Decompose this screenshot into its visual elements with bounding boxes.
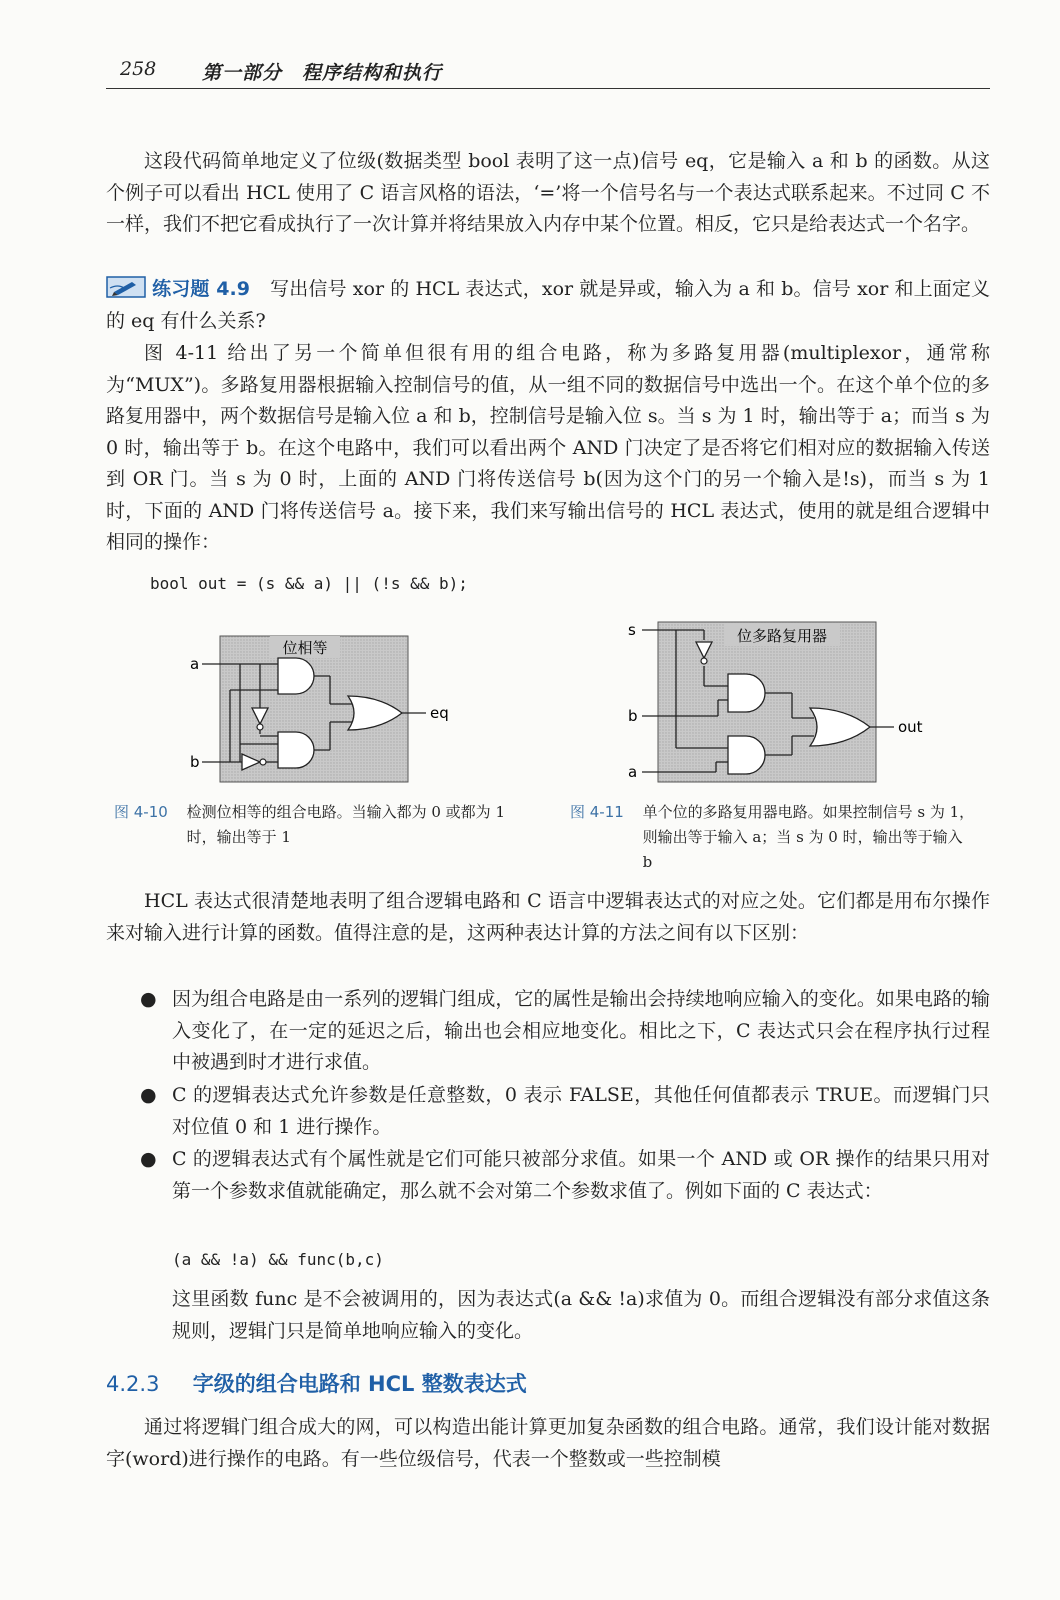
- exercise-label: 练习题 4.9: [152, 278, 250, 300]
- bullet-dot: ●: [140, 1084, 157, 1106]
- figure-4-10-diagram: [180, 624, 480, 794]
- fig11-output-out: out: [898, 718, 923, 736]
- paragraph-3: HCL 表达式很清楚地表明了组合逻辑电路和 C 语言中逻辑表达式的对应之处。它们都是用布尔操作来对输入进行计算的函数。值得注意的是，这两种表达计算的方法之间有以下区别：: [106, 890, 990, 944]
- page-header: [106, 56, 990, 89]
- paragraph-5: 通过将逻辑门组合成大的网，可以构造出能计算更加复杂函数的组合电路。通常，我们设计能对数据字(word)进行操作的电路。有一些位级信号，代表一个整数或一些控制模: [106, 1416, 990, 1470]
- fig11-box-title: 位多路复用器: [736, 627, 828, 645]
- bullet-item-3: [140, 1144, 990, 1207]
- figure-4-11-caption: [570, 800, 990, 875]
- figure-4-10-number: 图 4-10: [114, 803, 168, 821]
- section-heading: [106, 1368, 527, 1398]
- code-out: bool out = (s && a) || (!s && b);: [150, 574, 468, 593]
- section-title: 字级的组合电路和 HCL 整数表达式: [192, 1372, 527, 1396]
- page-number: 258: [120, 58, 157, 80]
- section-number: 4.2.3: [106, 1372, 160, 1396]
- bullet-text-2: C 的逻辑表达式允许参数是任意整数，0 表示 FALSE，其他任何值都表示 TRUE。而逻辑门只对位值 0 和 1 进行操作。: [172, 1084, 990, 1138]
- code-func: (a && !a) && func(b,c): [172, 1250, 384, 1269]
- paragraph-2: 图 4-11 给出了另一个简单但很有用的组合电路，称为多路复用器(multiplexor，通常称为“MUX”)。多路复用器根据输入控制信号的值，从一组不同的数据信号中选出一个。在这个单个位的多路复用器中，两个数据信号是输入位 a 和 b，控制信号是输入位 s。当 s 为 1 时，输出等于 a；而当 s 为 0 时，输出等于 b。在这个电路中，我们可以看出两个 AND 门决定了是否将它们相对应的数据输入传送到 OR 门。当 s 为 0 时，上面的 AND 门将传送信号 b(因为这个门的另一个输入是!s)，而当 s 为 1 时，下面的 AND 门将传送信号 a。接下来，我们来写输出信号的 HCL 表达式，使用的就是组合逻辑中相同的操作：: [106, 342, 990, 553]
- exercise-text: 写出信号 xor 的 HCL 表达式，xor 就是异或，输入为 a 和 b。信号 xor 和上面定义的 eq 有什么关系?: [106, 278, 990, 332]
- bullet-item-1: [140, 984, 990, 1079]
- fig11-input-a: a: [628, 763, 638, 781]
- figure-4-10-caption-text: 检测位相等的组合电路。当输入都为 0 或都为 1 时，输出等于 1: [186, 803, 505, 846]
- bullet-text-1: 因为组合电路是由一系列的逻辑门组成，它的属性是输出会持续地响应输入的变化。如果电路的输入变化了，在一定的延迟之后，输出也会相应地变化。相比之下，C 表达式只会在程序执行过程中被遇到时才进行求值。: [172, 988, 990, 1073]
- figure-4-10-caption: [114, 800, 534, 850]
- fig10-input-a: a: [190, 655, 200, 673]
- fig10-output-eq: eq: [430, 704, 449, 722]
- fig10-input-b: b: [190, 753, 200, 771]
- figure-4-11-caption-text: 单个位的多路复用器电路。如果控制信号 s 为 1，则输出等于输入 a；当 s 为 0 时，输出等于输入 b: [642, 803, 975, 871]
- paragraph-4: 这里函数 func 是不会被调用的，因为表达式(a && !a)求值为 0。而组合逻辑没有部分求值这条规则，逻辑门只是简单地响应输入的变化。: [172, 1288, 990, 1342]
- bullet-dot: ●: [140, 988, 157, 1010]
- bullet-dot: ●: [140, 1148, 157, 1170]
- chapter-title: 第一部分 程序结构和执行: [202, 62, 443, 84]
- fig11-input-s: s: [628, 621, 636, 639]
- exercise-block: [106, 274, 990, 337]
- bullet-text-3: C 的逻辑表达式有个属性就是它们可能只被部分求值。如果一个 AND 或 OR 操作的结果只用对第一个参数求值就能确定，那么就不会对第二个参数求值了。例如下面的 C 表达式：: [172, 1148, 990, 1202]
- paragraph-1: 这段代码简单地定义了位级(数据类型 bool 表明了这一点)信号 eq，它是输入 a 和 b 的函数。从这个例子可以看出 HCL 使用了 C 语言风格的语法，‘=’将一个信号名与一个表达式联系起来。不过同 C 不一样，我们不把它看成执行了一次计算并将结果放入内存中某个位置。相反，它只是给表达式一个名字。: [106, 150, 990, 235]
- figure-4-11-diagram: [620, 612, 950, 792]
- bullet-item-2: [140, 1080, 990, 1143]
- fig11-input-b: b: [628, 707, 638, 725]
- figure-4-11-number: 图 4-11: [570, 803, 624, 821]
- fig10-box-title: 位相等: [282, 639, 328, 657]
- pencil-icon: [106, 274, 146, 300]
